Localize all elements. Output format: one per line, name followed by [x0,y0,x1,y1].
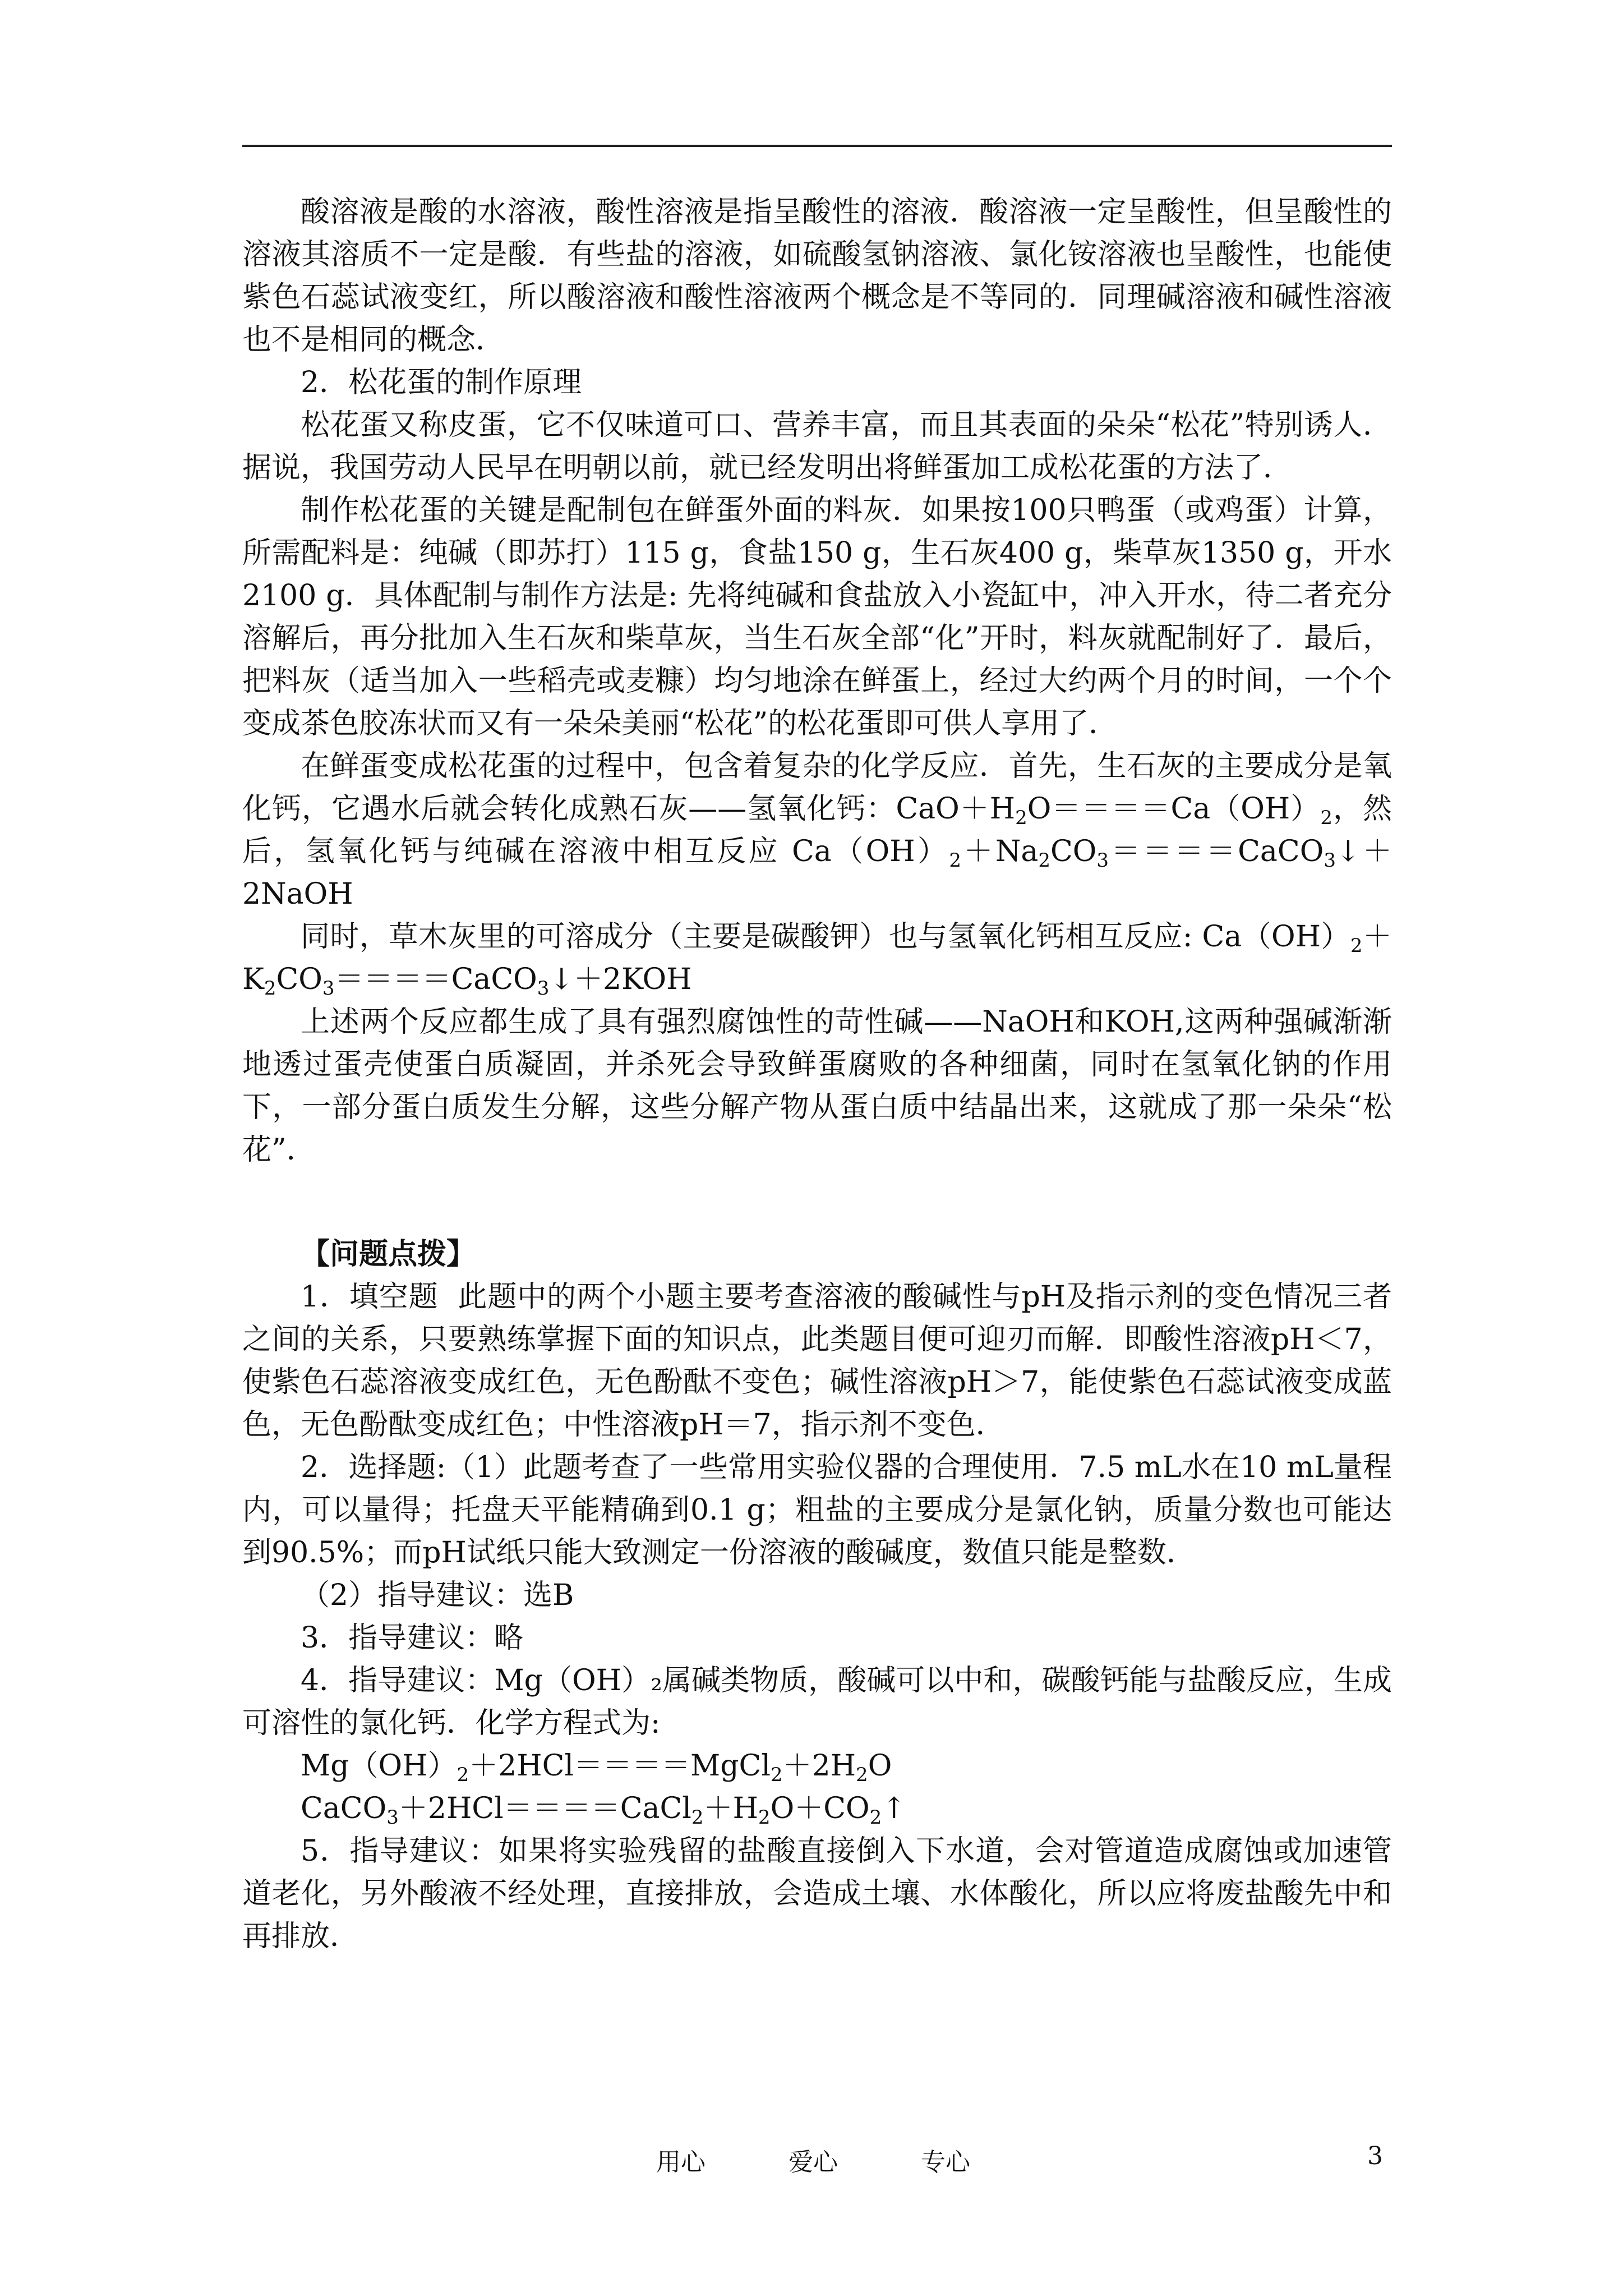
equation-caco3: $CaCO_3+2HCl====CaCl_2+H_2O+CO_2↑$ [301,1792,906,1829]
paragraph-songhuadan-intro: 松花蛋又称皮蛋，它不仅味道可口、营养丰富，而且其表面的朵朵“松花”特别诱人．据说，我国劳动人民早在明朝以前，就已经发明出将鲜蛋加工成松花蛋的方法了． [242,408,1392,485]
footer-right-text: 专心 [921,2148,970,2177]
paragraph-songhuadan-recipe: 制作松花蛋的关键是配制包在鲜蛋外面的料灰．如果按100只鸭蛋（或鸡蛋）计算，所需配料是：纯碱（即苏打）115 g，食盐150 g，生石灰400 g，柴草灰1350 g，开水2100 g．具体配制与制作方法是: 先将纯碱和食盐放入小瓷缸中，冲入开水，待二者充分溶解后，再分批加入生石灰和柴草灰，当生石灰全部“化”开时，料灰就配制好了．最后，把料灰（适当加入一些稻壳或麦糠）均匀地涂在鲜蛋上，经过大约两个月的时间，一个个变成茶色胶冻状而又有一朵朵美丽“松花”的松花蛋即可供人享用了． [242,494,1392,740]
footer-middle-text: 爱心 [789,2148,838,2177]
document-body [242,191,1392,1958]
footer-motto [656,2142,970,2178]
section-songhuadan-title: 2．松花蛋的制作原理 [301,366,582,399]
paragraph-conclusion: 上述两个反应都生成了具有强烈腐蚀性的苛性碱——NaOH和KOH,这两种强碱渐渐地透过蛋壳使蛋白质凝固，并杀死会导致鲜蛋腐败的各种细菌，同时在氢氧化钠的作用下，一部分蛋白质发生分解，这些分解产物从蛋白质中结晶出来，这就成了那一朵朵“松花”． [242,1005,1392,1167]
equation-mg-oh: $Mg(OH)_2+2HCl====MgCl_2+2H_2O$ [301,1749,892,1786]
paragraph-acid-solution: 酸溶液是酸的水溶液，酸性溶液是指呈酸性的溶液．酸溶液一定呈酸性，但呈酸性的溶液其溶质不一定是酸．有些盐的溶液，如硫酸氢钠溶液、氯化铵溶液也呈酸性，也能使紫色石蕊试液变红，所以酸溶液和酸性溶液两个概念是不等同的．同理碱溶液和碱性溶液也不是相同的概念． [242,195,1392,357]
answer-2: 2．选择题:（1）此题考查了一些常用实验仪器的合理使用．7.5 mL水在10 mL量程内，可以量得；托盘天平能精确到0.1 g；粗盐的主要成分是氯化钠，质量分数也可能达到90.5%；而pH试纸只能大致测定一份溶液的酸碱度，数值只能是整数． [242,1451,1392,1570]
answer-2-sub: （2）指导建议：选B [301,1579,574,1612]
answer-5: 5．指导建议：如果将实验残留的盐酸直接倒入下水道，会对管道造成腐蚀或加速管道老化，另外酸液不经处理，直接排放，会造成土壤、水体酸化，所以应将废盐酸先中和再排放． [242,1834,1392,1953]
answer-3: 3．指导建议：略 [301,1621,524,1655]
header-rule [242,145,1392,147]
answer-4: 4．指导建议：Mg（OH）₂属碱类物质，酸碱可以中和，碳酸钙能与盐酸反应，生成可溶性的氯化钙．化学方程式为: [242,1664,1392,1740]
footer-left-text: 用心 [656,2148,706,2177]
paragraph-reaction-2: 同时，草木灰里的可溶成分（主要是碳酸钾）也与氢氧化钙相互反应: $Ca(OH)_2+K_2CO_3====CaCO_3↓+2KOH$ [242,920,1392,1000]
page-number: 3 [1367,2142,1383,2170]
answer-1: 1．填空题 此题中的两个小题主要考查溶液的酸碱性与pH及指示剂的变色情况三者之间的关系，只要熟练掌握下面的知识点，此类题目便可迎刃而解．即酸性溶液pH＜7，使紫色石蕊溶液变成红色，无色酚酞不变色；碱性溶液pH＞7，能使紫色石蕊试液变成蓝色，无色酚酞变成红色；中性溶液pH＝7，指示剂不变色． [242,1280,1392,1442]
section-heading-problem-tips: 【问题点拨】 [301,1237,476,1271]
paragraph-reaction-1: 在鲜蛋变成松花蛋的过程中，包含着复杂的化学反应．首先，生石灰的主要成分是氧化钙，它遇水后就会转化成熟石灰——氢氧化钙：$CaO+H_2O====Ca(OH)_2$，然后，氢氧化钙与纯碱在溶液中相互反应 $Ca(OH)_2+Na_2CO_3====CaCO_3↓+2NaOH$ [242,749,1392,911]
